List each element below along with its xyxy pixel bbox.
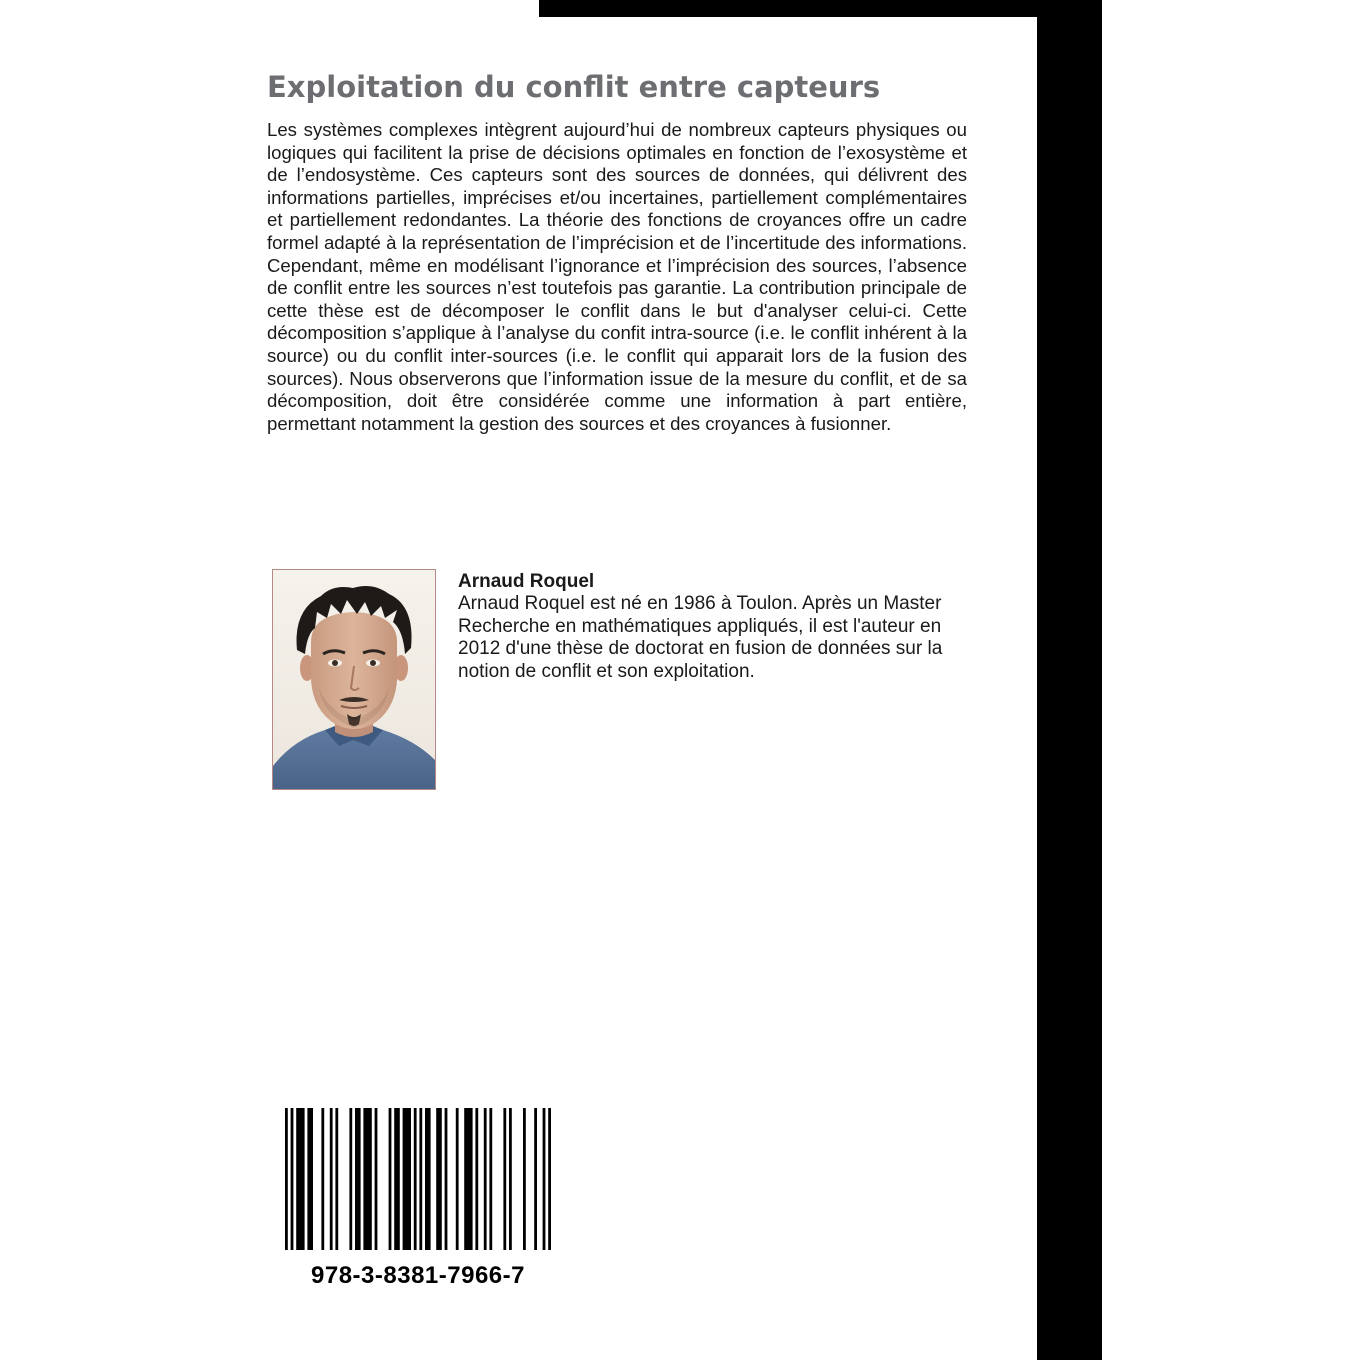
book-abstract: Les systèmes complexes intègrent aujourd’hui de nombreux capteurs physiques ou logiques qui facilitent la prise de décisions optimales en fonction de l’exosystème et de l’endosystème. Ces capteurs sont des sources de données, qui délivrent des informations partielles, imprécises et/ou incertaines, partiellement complémentaires et partiellement redondantes. La théorie des fonctions de croyances offre un cadre formel adapté à la représentation de l’imprécision et de l’incertitude des informations. Cependant, même en modélisant l’ignorance et l’imprécision des sources, l’absence de conflit entre les sources n’est toutefois pas garantie. La contribution principale de cette thèse est de décomposer le conflit dans le but d'analyser celui-ci. Cette décomposition s’applique à l’analyse du confit intra-source (i.e. le conflit inhérent à la source) ou du conflit inter-sources (i.e. le conflit qui apparait lors de la fusion des sources). Nous observerons que l’information issue de la mesure du conflit, et de sa décomposition, doit être considérée comme une information à part entière, permettant notamment la gestion des sources et des croyances à fusionner. — [267, 119, 967, 434]
barcode-bar — [335, 1108, 338, 1250]
barcode-bar — [403, 1108, 411, 1250]
isbn-barcode — [285, 1108, 551, 1250]
author-bio: Arnaud Roquel est né en 1986 à Toulon. Après un Master Recherche en mathématiques appliqués, il est l'auteur en 2012 d'une thèse de doctorat en fusion de données sur la notion de conflit et son exploitation. — [458, 593, 943, 682]
barcode-bar — [489, 1108, 492, 1250]
barcode-bar — [523, 1108, 526, 1250]
barcode-bar — [509, 1108, 512, 1250]
barcode-bar — [484, 1108, 487, 1250]
author-portrait-illustration — [273, 570, 435, 789]
barcode-bar — [389, 1108, 392, 1250]
author-name: Arnaud Roquel — [458, 571, 595, 592]
author-photo — [272, 569, 436, 790]
barcode-bar — [543, 1108, 546, 1250]
spine-black-bar — [1037, 0, 1102, 1360]
barcode-bar — [285, 1108, 288, 1250]
top-black-bar — [539, 0, 1102, 17]
barcode-bar — [321, 1108, 324, 1250]
barcode-bar — [349, 1108, 352, 1250]
barcode-bar — [330, 1108, 333, 1250]
barcode-bar — [503, 1108, 506, 1250]
barcode-bar — [363, 1108, 371, 1250]
barcode-bar — [375, 1108, 378, 1250]
barcode-bar — [445, 1108, 448, 1250]
barcode-bar — [475, 1108, 478, 1250]
barcode-bar — [425, 1108, 431, 1250]
barcode-bar — [534, 1108, 537, 1250]
barcode-bar — [436, 1108, 442, 1250]
barcode-bar — [414, 1108, 417, 1250]
barcode-bar — [355, 1108, 361, 1250]
barcode-bar — [419, 1108, 422, 1250]
barcode-bar — [548, 1108, 551, 1250]
barcode-bar — [456, 1108, 459, 1250]
barcode-bar — [464, 1108, 472, 1250]
isbn-number: 978-3-8381-7966-7 — [311, 1262, 525, 1289]
barcode-bar — [394, 1108, 400, 1250]
barcode-bar — [307, 1108, 313, 1250]
book-title: Exploitation du conflit entre capteurs — [267, 70, 881, 104]
barcode-bar — [296, 1108, 304, 1250]
barcode-bar — [291, 1108, 294, 1250]
